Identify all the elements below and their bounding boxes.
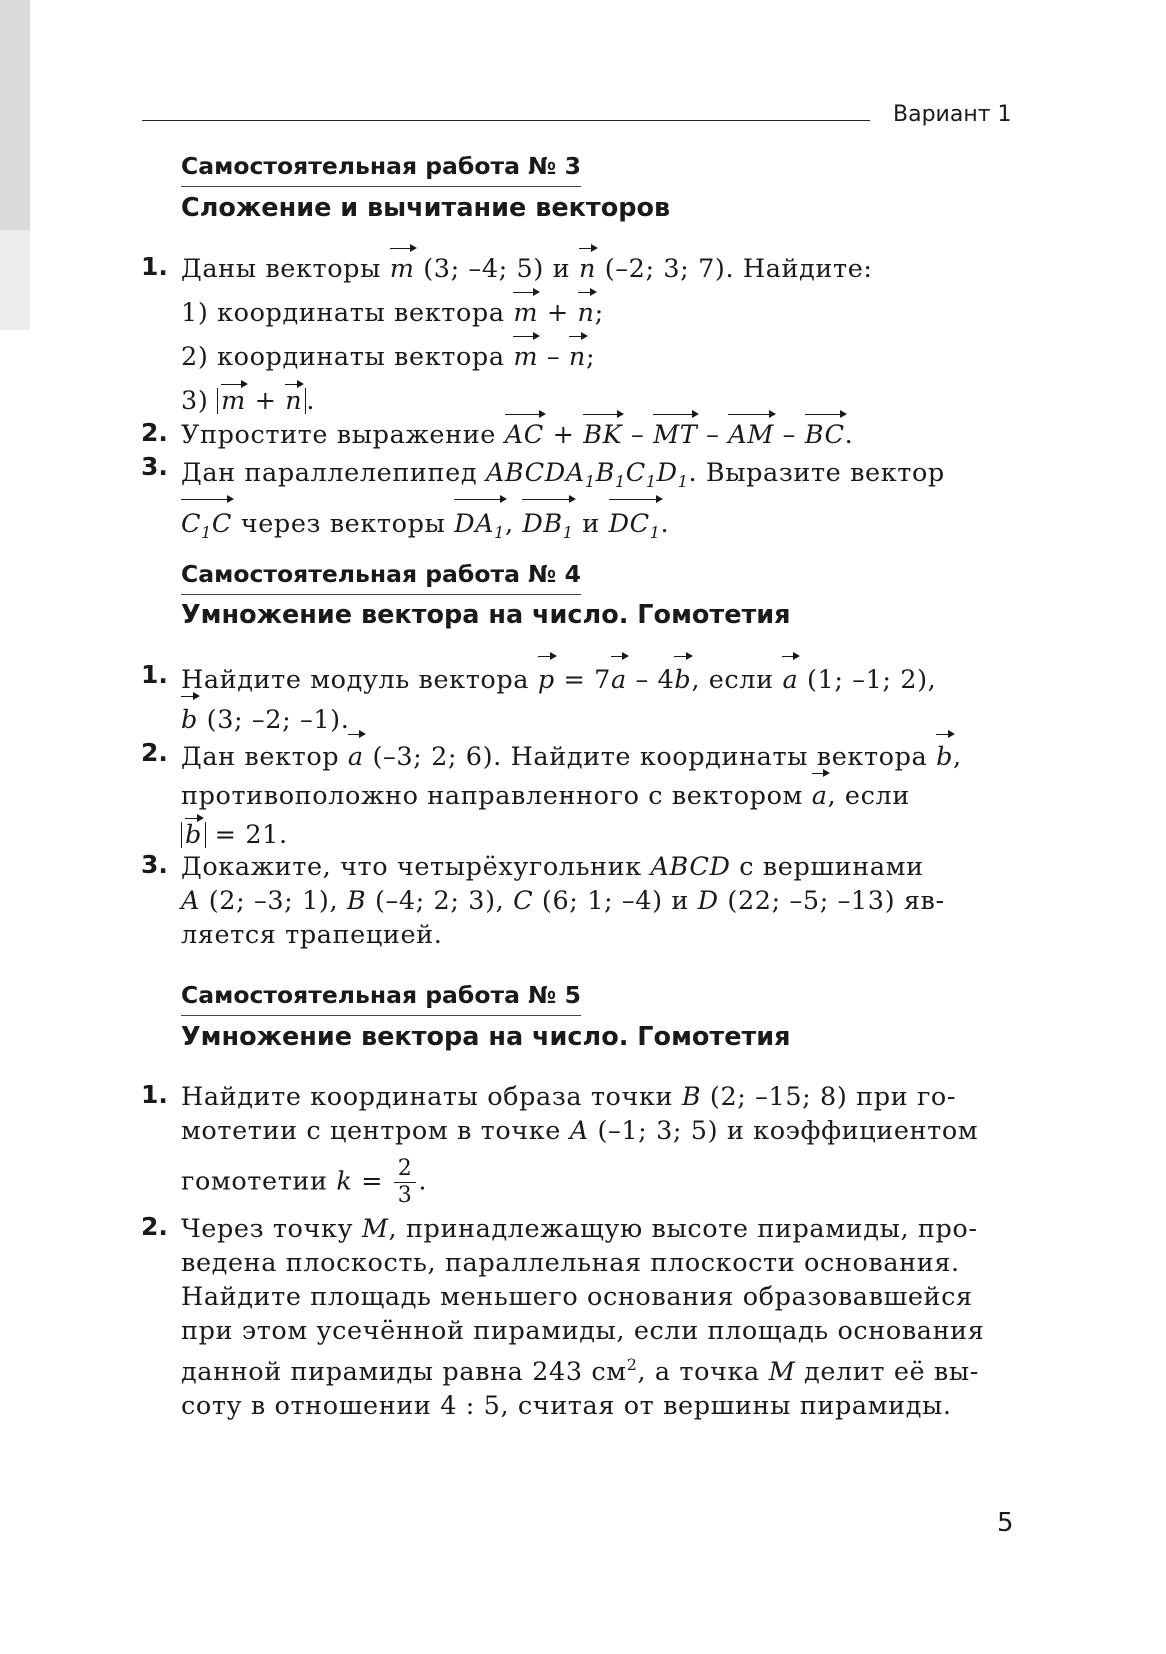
op: = 7 [563,665,611,695]
task-text: (2; –15; 8) при го- [709,1082,957,1112]
vector-am: AM [728,420,774,450]
work-3-task-3: 3. Дан параллелепипед $ABCDA_1B_1C_1D_1$. Выразите вектор $C_1C$ через векторы $DA_1$, $DB_1$ и $DC_1$. [141,452,1011,554]
coords: (3; –2; –1). [206,705,350,735]
vector-m: m [513,298,539,328]
punct: . [418,1166,428,1197]
op: – [706,420,720,450]
op: + [254,386,277,416]
task-text: через векторы [240,509,446,539]
op: + [552,420,575,450]
coords: (22; –5; –13) яв- [727,886,945,916]
task-text: ляется трапецией. [181,920,443,950]
work-3-topic: Сложение и вычитание векторов [181,193,671,223]
abs-value [181,822,206,848]
task-text: Дан параллелепипед [181,458,478,488]
subtask-text: 2) координаты вектора [181,342,505,372]
task-text: с вершинами [739,852,924,882]
task-text: мотетии с центром в точке [181,1116,561,1146]
op: = [361,1166,384,1197]
quad-name: ABCD [650,852,731,882]
punct: ; [585,342,596,372]
task-text: Найдите площадь меньшего основания образовавшейся [181,1282,973,1312]
task-number: 3. [141,452,168,481]
task-text: , принадлежащую высоте пирамиды, про- [388,1214,978,1244]
vector-n: n [285,386,303,416]
task-text: Через точку [181,1214,354,1244]
task-number: 1. [141,252,168,281]
punct: ; [594,298,604,328]
work-4-task-2: 2. Дан вектор a (–3; 2; 6). Найдите координаты вектора b, противоположно направленного с вектором a, если b = 21. [141,738,962,850]
vector-ac: AC [504,420,544,450]
coords: (1; –1; 2), [806,665,937,695]
coords: (–2; 3; 7). Найдите: [604,254,873,284]
punct: . [844,420,854,450]
work-3-task-1 [141,252,1011,418]
task-text: ведена плоскость, параллельная плоскости основания. [181,1248,960,1278]
work-3-task-2 [141,418,1011,452]
vector-b: b [185,820,202,850]
task-text: . Выразите вектор [688,458,945,488]
task-text: при этом усечённой пирамиды, если площадь основания [181,1316,985,1346]
work-5-title: Самостоятельная работа № 5 [181,981,581,1016]
coords: (6; 1; –4) и [541,886,689,916]
header-rule [142,120,870,121]
vector-a: a [611,660,627,700]
point-m: M [768,1357,796,1387]
vector-mt: MT [653,420,698,450]
vector-a: a [348,738,364,777]
vector-n: n [568,342,586,372]
coef-k: k [336,1166,353,1197]
task-text: (–1; 3; 5) и коэффициентом [597,1116,979,1146]
op: – [782,420,796,450]
vector-a: a [782,660,798,700]
work-4-task-3 [141,850,1011,952]
task-number: 2. [141,418,168,447]
task-text: данной пирамиды равна 243 см [181,1357,627,1387]
vector-b: b [936,738,953,777]
work-4-task-1 [141,660,1011,740]
task-text: (–3; 2; 6). Найдите координаты вектора [372,742,928,772]
coords: (3; –4; 5) [423,254,544,284]
point-b: B [681,1082,702,1112]
coords: (–4; 2; 3), [374,886,505,916]
task-text: гомотетии [181,1166,328,1197]
op: – [630,420,645,450]
conj: и [552,254,571,284]
vector-c1c: $C_1C$ [181,503,232,554]
subtask-1 [181,296,1011,330]
work-5-task-1 [141,1080,1011,1209]
vector-m: m [389,254,415,284]
work-4-topic: Умножение вектора на число. Гомотетия [181,600,791,630]
op: – 4 [635,665,675,695]
abs-value [217,388,306,414]
op: – [546,342,561,372]
work-3-title: Самостоятельная работа № 3 [181,152,581,187]
conj: и [582,509,600,539]
vector-p: p [538,660,555,700]
vector-db1: $DB_1$ [522,503,573,554]
task-number: 1. [141,660,168,689]
point-d: D [697,886,719,916]
point-a: A [181,886,201,916]
subtask-text: 3) [181,386,209,416]
point-b: B [346,886,367,916]
coords: (2; –3; 1), [208,886,339,916]
op: + [546,298,569,328]
task-text: , если [691,665,774,695]
task-number: 3. [141,850,168,879]
side-tab-marker [0,0,30,230]
task-number: 1. [141,1080,168,1109]
page-number: 5 [997,1508,1014,1538]
task-text: Найдите координаты образа точки [181,1082,674,1112]
task-text: Дан вектор [181,742,340,772]
vector-dc1: $DC_1$ [609,503,661,554]
side-tab-marker-light [0,230,30,330]
task-text: , а точка [637,1357,760,1387]
task-text: соту в отношении 4 : 5, считая от вершины пирамиды. [181,1391,952,1421]
task-number: 2. [141,1212,168,1241]
point-c: C [513,886,534,916]
vector-b: b [181,700,198,740]
point-a: A [569,1116,589,1146]
variant-label: Вариант 1 [893,102,1012,127]
work-5-topic: Умножение вектора на число. Гомотетия [181,1022,791,1052]
subtask-3 [181,384,1011,418]
vector-a: a [812,777,828,816]
work-4-title: Самостоятельная работа № 4 [181,560,581,595]
task-text: , если [827,781,910,811]
subtask-2 [181,340,1011,374]
parallelepiped-name: $ABCDA_1B_1C_1D_1$ [485,458,689,491]
vector-bk: BK [583,420,623,450]
task-text: делит её вы- [804,1357,979,1387]
vector-bc: BC [804,420,845,450]
vector-n: n [578,254,597,284]
vector-m: m [513,342,539,372]
superscript: 2 [626,1355,638,1374]
work-5-task-2 [141,1212,1011,1423]
task-text: = 21. [214,820,288,850]
vector-da1: $DA_1$ [454,503,505,554]
point-m: M [361,1214,389,1244]
punct: . [306,386,316,416]
subtask-text: 1) координаты вектора [181,298,505,328]
fraction: $\frac{2}{3}$ [394,1156,417,1209]
vector-m: m [221,386,246,416]
task-text: противоположно направленного с вектором [181,781,803,811]
task-number: 2. [141,738,168,767]
task-text: Докажите, что четырёхугольник [181,852,642,882]
vector-b: b [674,660,691,700]
task-text: Найдите модуль вектора [181,665,530,695]
task-text: Даны векторы [181,254,381,284]
task-text: Упростите выражение [181,420,496,450]
vector-n: n [577,298,595,328]
